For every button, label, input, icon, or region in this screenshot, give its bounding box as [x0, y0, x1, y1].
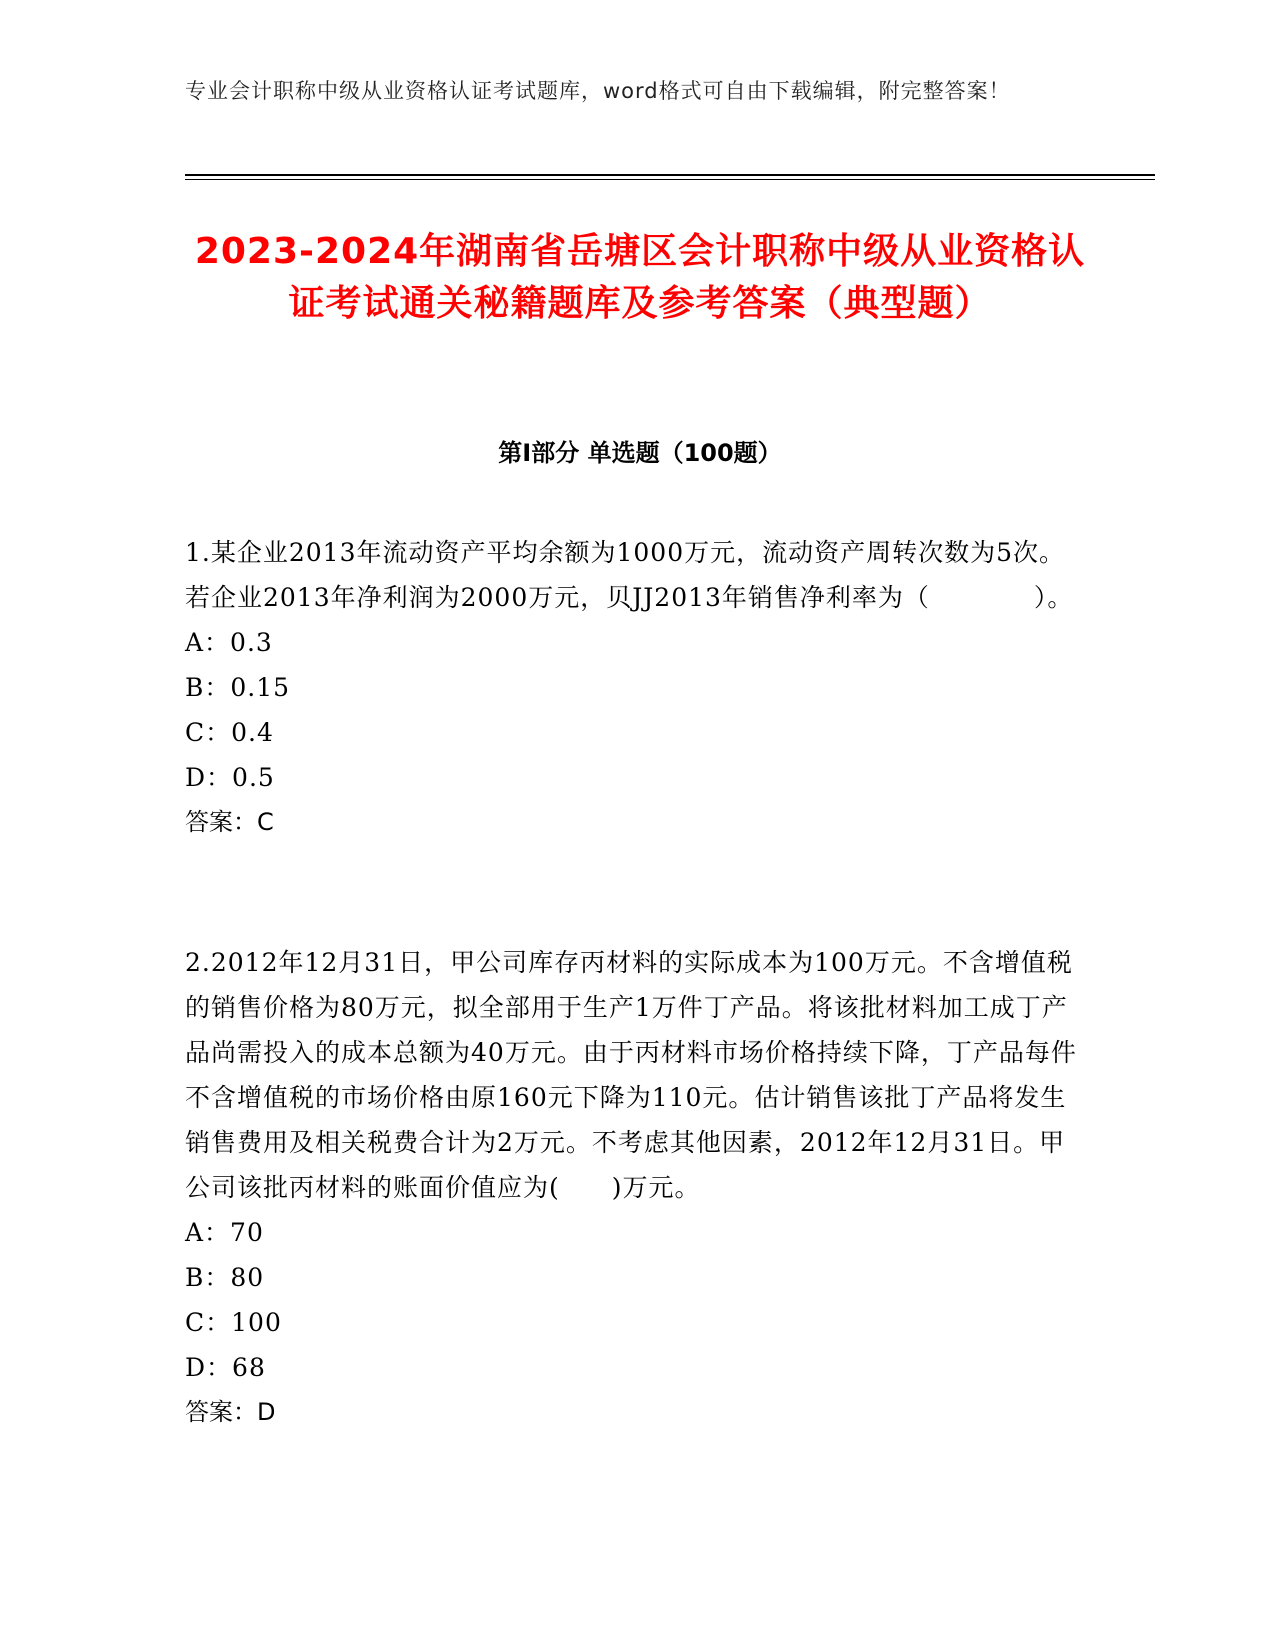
option-b: B：80	[185, 1263, 265, 1292]
question-stem: 2.2012年12月31日，甲公司库存丙材料的实际成本为100万元。不含增值税的销售价格为80万元，拟全部用于生产1万件丁产品。将该批材料加工成丁产品尚需投入的成本总额为40万元。由于丙材料市场价格持续下降，丁产品每件不含增值税的市场价格由原160元下降为110元。估计销售该批丁产品将发生销售费用及相关税费合计为2万元。不考虑其他因素，2012年12月31日。甲公司该批丙材料的账面价值应为( )万元。	[185, 948, 1077, 1202]
option-a: A：70	[185, 1218, 264, 1247]
question-1	[185, 530, 1085, 845]
option-b: B：0.15	[185, 673, 291, 702]
header-divider-thin	[185, 179, 1155, 180]
option-c: C：100	[185, 1308, 282, 1337]
question-stem: 1.某企业2013年流动资产平均余额为1000万元，流动资产周转次数为5次。若企业2013年净利润为2000万元，贝JJ2013年销售净利率为（ ）。	[185, 538, 1074, 612]
option-d: D：0.5	[185, 763, 275, 792]
option-c: C：0.4	[185, 718, 274, 747]
header-note: 专业会计职称中级从业资格认证考试题库，word格式可自由下载编辑，附完整答案！	[185, 79, 1011, 103]
question-2	[185, 940, 1085, 1435]
section-title: 第Ⅰ部分 单选题（100题）	[498, 439, 782, 467]
header-divider-thick	[185, 174, 1155, 176]
option-a: A：0.3	[185, 628, 273, 657]
answer-line: 答案：D	[185, 1398, 276, 1426]
option-d: D：68	[185, 1353, 266, 1382]
answer-line: 答案：C	[185, 808, 274, 836]
document-title: 2023-2024年湖南省岳塘区会计职称中级从业资格认证考试通关秘籍题库及参考答案（典型题）	[194, 231, 1086, 324]
